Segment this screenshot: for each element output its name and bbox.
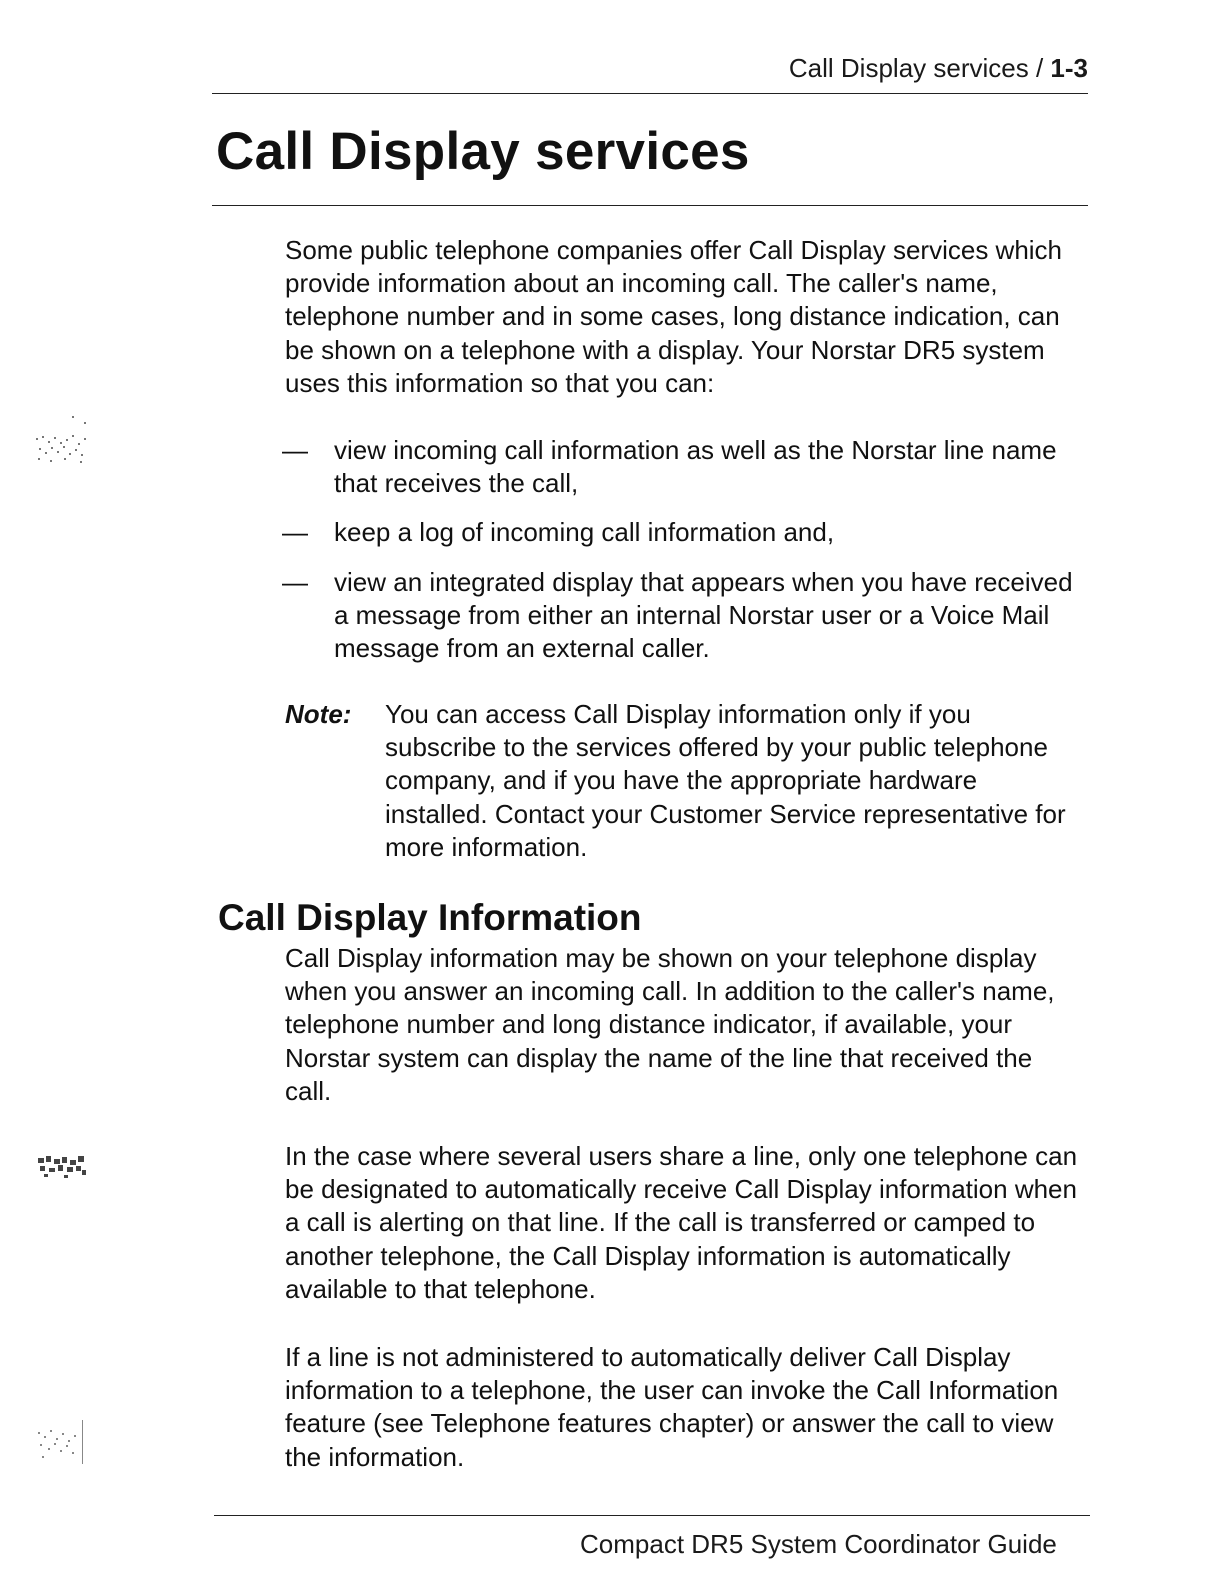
section-paragraph-1: Call Display information may be shown on your telephone display when you answer an incoming call. In addition to the caller's name, telephone number and long distance indicator, if available, your Norstar system can display the name of the line that received the call.: [285, 943, 1055, 1106]
footer-title: Compact DR5 System Coordinator Guide: [580, 1529, 1057, 1559]
em-dash-marker: —: [282, 517, 308, 548]
list-item-text: view incoming call information as well as the Norstar line name that receives the call,: [334, 435, 1057, 499]
running-header: [212, 52, 1088, 84]
scan-speckle-artifact: [30, 408, 100, 468]
header-page-number: 1-3: [1050, 53, 1088, 83]
section-heading: Call Display Information: [218, 897, 642, 938]
footer-rule: [214, 1515, 1090, 1516]
em-dash-marker: —: [282, 566, 308, 597]
header-rule: [212, 93, 1088, 94]
intro-paragraph: Some public telephone companies offer Call Display services which provide information about an incoming call. The caller's name, telephone number and in some cases, long distance indication, can be shown on a telephone with a display. Your Norstar DR5 system uses this information so that you can:: [285, 235, 1063, 398]
list-item: [282, 566, 1092, 666]
scan-speckle-artifact: [34, 1152, 90, 1186]
header-section-title: Call Display services /: [788, 53, 1044, 83]
section-paragraph-2: In the case where several users share a line, only one telephone can be designated to automatically receive Call Display information when a call is alerting on that line. If the call is transferred or camped to another telephone, the Call Display information is automatically available to that telephone.: [285, 1141, 1078, 1304]
note-text: You can access Call Display information only if you subscribe to the services offered by your public telephone company, and if you have the appropriate hardware installed. Contact your Customer Service representative for more information.: [385, 699, 1066, 862]
list-item: [282, 516, 1092, 549]
bullet-list: [282, 434, 1092, 681]
scan-speckle-artifact: [32, 1414, 92, 1470]
note-label: Note:: [285, 699, 352, 729]
em-dash-marker: —: [282, 435, 308, 465]
list-item: [282, 434, 1092, 500]
page-title: Call Display services: [216, 122, 750, 181]
list-item-text: keep a log of incoming call information and,: [334, 517, 835, 548]
list-item-text: view an integrated display that appears when you have received a message from either an internal Norstar user or a Voice Mail message from an external caller.: [334, 566, 1073, 664]
section-paragraph-3: If a line is not administered to automatically deliver Call Display information to a telephone, the user can invoke the Call Information feature (see Telephone features chapter) or answer the call to view the information.: [285, 1342, 1059, 1472]
title-rule: [212, 205, 1088, 206]
note-block: [285, 698, 1085, 864]
